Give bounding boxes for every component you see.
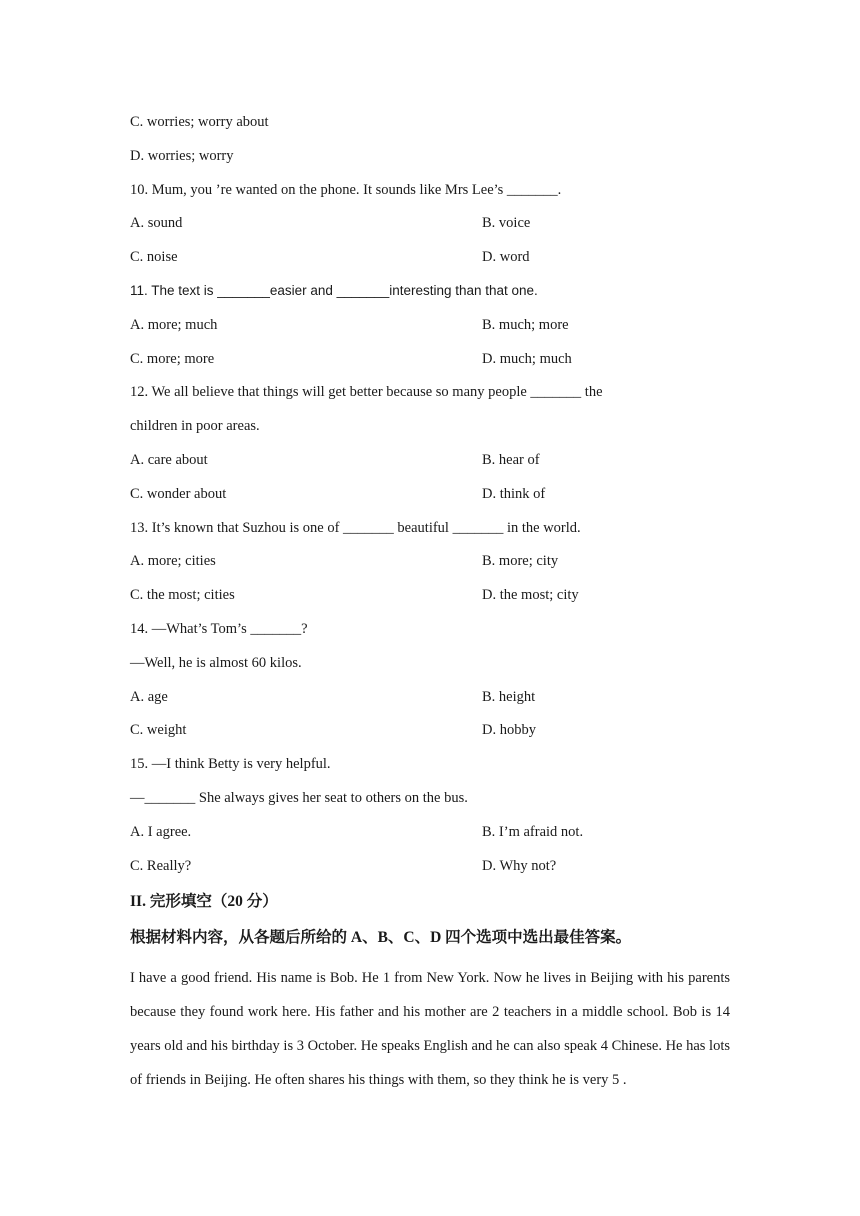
cloze-passage: I have a good friend. His name is Bob. He 1 from New York. Now he lives in Beijing with his parents because they found work here. His father and his mother are 2 teachers in a middle school. Bob is 14 years old and his birthday is 3 October. He speaks English and he can also speak 4 Chinese. He has lots of friends in Beijing. He often shares his things with them, so they think he is very 5 .	[130, 970, 731, 1089]
q10-option-b: B. voice	[482, 215, 531, 232]
q11-options-ab	[130, 316, 730, 350]
section-2-instruction: 根据材料内容，从各题后所给的 A、B、C、D 四个选项中选出最佳答案。	[130, 929, 632, 947]
q10-options-ab	[130, 214, 730, 248]
q13-option-c: C. the most; cities	[130, 587, 235, 604]
q14-option-a: A. age	[130, 688, 168, 705]
q14-reply: —Well, he is almost 60 kilos.	[130, 654, 302, 671]
q9-option-c: C. worries; worry about	[130, 114, 269, 130]
q10-options-cd	[130, 248, 730, 282]
q15-option-b: B. I’m afraid not.	[482, 823, 584, 840]
q13-option-d: D. the most; city	[482, 587, 579, 604]
q13-option-a: A. more; cities	[130, 553, 216, 570]
q10-option-a: A. sound	[130, 215, 183, 232]
q11-stem: 11. The text is _______easier and _______interesting than that one.	[130, 282, 538, 298]
exam-page	[130, 113, 730, 1097]
q11-option-b: B. much; more	[482, 316, 569, 333]
q12-stem-line-1: 12. We all believe that things will get better because so many people _______ the	[130, 384, 603, 401]
q12-option-b: B. hear of	[482, 451, 540, 468]
q15-option-c: C. Really?	[130, 857, 192, 874]
q14-stem: 14. —What’s Tom’s _______?	[130, 620, 308, 637]
section-2-title: II. 完形填空（20 分）	[130, 893, 278, 911]
q13-options-cd	[130, 586, 730, 620]
q14-option-b: B. height	[482, 688, 536, 705]
q13-stem: 13. It’s known that Suzhou is one of _______ beautiful _______ in the world.	[130, 519, 581, 536]
q11-option-c: C. more; more	[130, 350, 215, 367]
q11-option-a: A. more; much	[130, 316, 218, 333]
q10-option-c: C. noise	[130, 249, 178, 266]
q10-stem: 10. Mum, you ’re wanted on the phone. It sounds like Mrs Lee’s _______.	[130, 181, 562, 198]
q9-option-d: D. worries; worry	[130, 147, 234, 164]
q11-options-cd	[130, 350, 730, 384]
q13-option-b: B. more; city	[482, 553, 559, 570]
q12-stem-line-2: children in poor areas.	[130, 418, 260, 435]
q14-options-cd	[130, 721, 730, 755]
q15-option-d: D. Why not?	[482, 857, 557, 874]
q14-options-ab	[130, 688, 730, 722]
q12-options-ab	[130, 451, 730, 485]
q15-options-ab	[130, 823, 730, 857]
q15-options-cd	[130, 857, 730, 891]
q15-option-a: A. I agree.	[130, 823, 192, 840]
q10-option-d: D. word	[482, 249, 530, 266]
q12-option-d: D. think of	[482, 485, 546, 502]
q14-option-d: D. hobby	[482, 722, 536, 739]
q11-option-d: D. much; much	[482, 350, 572, 367]
q15-stem: 15. —I think Betty is very helpful.	[130, 756, 331, 773]
q15-reply: —_______ She always gives her seat to others on the bus.	[130, 789, 468, 806]
q12-option-a: A. care about	[130, 451, 208, 468]
q14-option-c: C. weight	[130, 722, 187, 739]
q12-options-cd	[130, 485, 730, 519]
q13-options-ab	[130, 552, 730, 586]
q12-option-c: C. wonder about	[130, 485, 227, 502]
